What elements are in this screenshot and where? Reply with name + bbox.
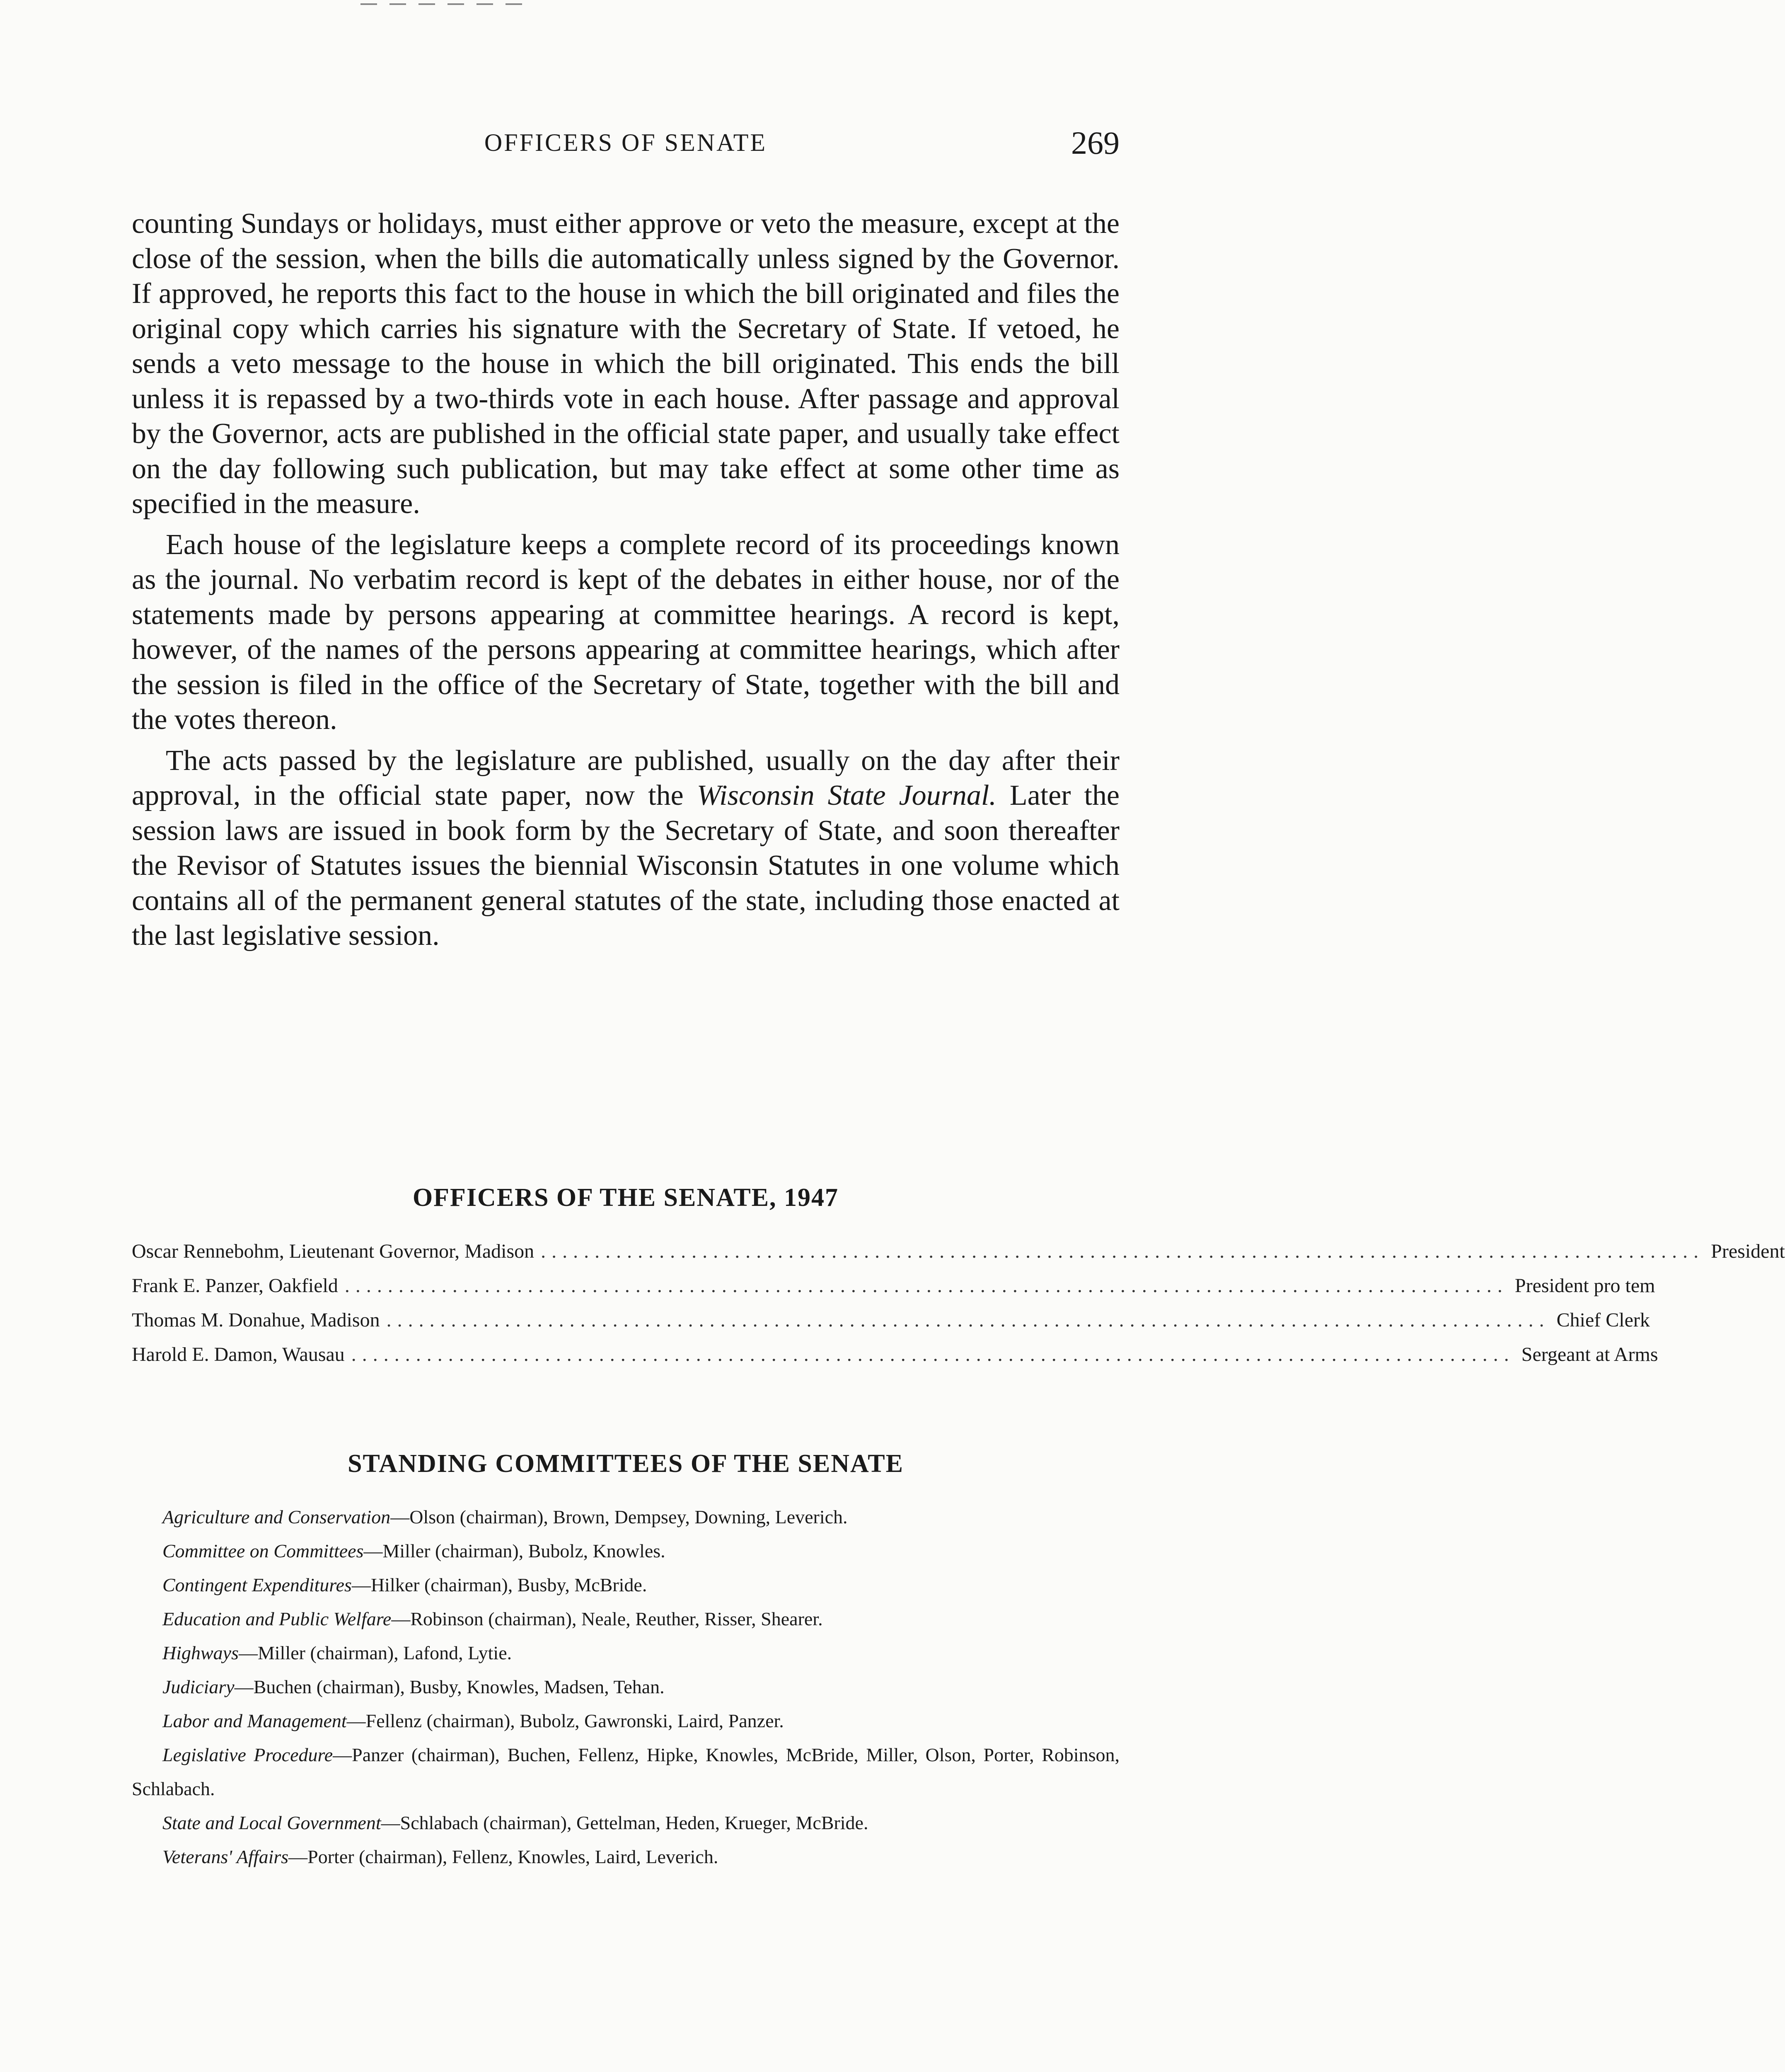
paragraph: counting Sundays or holidays, must either approve or veto the measure, except at the close of the session, when the bills die automatically unless signed by the Governor. If approved, he reports this fact to the house in which the bill originated and files the original copy which carries his signature with the Secretary of State. If vetoed, he sends a veto message to the house in which the bill originated. This ends the bill unless it is repassed by a two-thirds vote in each house. After passage and approval by the Governor, acts are published in the official state paper, and usually take effect on the day following such publication, but may take effect at some other time as specified in the measure. xyxy=(132,208,1120,520)
committee-name: Agriculture and Conservation xyxy=(162,1506,391,1527)
paragraph: Each house of the legislature keeps a complete record of its proceedings known as the journal. No verbatim record is kept of the debates in either house, nor of the statements made by persons appearing at committee hearings. A record is kept, however, of the names of the persons appearing at committee hearings, which after the session is filed in the office of the Secretary of State, together with the bill and the votes thereon. xyxy=(132,528,1120,736)
paragraph xyxy=(132,743,1120,954)
dot-leader: ............................................................................................................ xyxy=(351,1343,1515,1365)
committee-entry xyxy=(132,1534,1120,1568)
running-head: OFFICERS OF SENATE xyxy=(484,129,767,156)
officers-section-title: OFFICERS OF THE SENATE, 1947 xyxy=(412,1184,839,1212)
committee-entry xyxy=(132,1602,1120,1636)
paragraph-text: Later the session laws are issued in book form by the Secretary of State, and soon thereafter the Revisor of Statutes issues the biennial Wisconsin Statutes in one volume which contains all of the permanent general statutes of the state, including those enacted at the last legislative session. xyxy=(132,779,1120,951)
officer-title: Sergeant at Arms xyxy=(1521,1343,1658,1365)
committee-entry xyxy=(132,1636,1120,1670)
officer-title: President pro tem xyxy=(1514,1275,1655,1297)
committee-members: —Miller (chairman), Lafond, Lytie. xyxy=(239,1642,512,1663)
committee-name: Legislative Procedure xyxy=(162,1744,333,1765)
committee-name: State and Local Government xyxy=(162,1812,381,1833)
committee-entry xyxy=(132,1704,1120,1738)
dot-leader: ............................................................................................................ xyxy=(386,1309,1550,1331)
committee-members: —Buchen (chairman), Busby, Knowles, Madsen, Tehan. xyxy=(234,1676,665,1697)
officer-name: Oscar Rennebohm, Lieutenant Governor, Madison xyxy=(132,1240,535,1262)
officer-name: Frank E. Panzer, Oakfield xyxy=(132,1275,338,1297)
page-number: 269 xyxy=(1071,125,1120,161)
committee-name: Labor and Management xyxy=(162,1710,347,1731)
committees-section-title: STANDING COMMITTEES OF THE SENATE xyxy=(348,1450,904,1478)
committee-members: —Schlabach (chairman), Gettelman, Heden, Krueger, McBride. xyxy=(381,1812,868,1833)
committee-members: —Panzer (chairman), Buchen, Fellenz, Hipke, Knowles, McBride, Miller, Olson, Porter, Robinson, Schlabach. xyxy=(132,1744,1120,1799)
committee-entry xyxy=(132,1806,1120,1840)
committee-members: —Fellenz (chairman), Bubolz, Gawronski, Laird, Panzer. xyxy=(346,1710,784,1731)
committee-name: Contingent Expenditures xyxy=(162,1574,352,1595)
page-header xyxy=(132,124,1120,162)
committee-entry xyxy=(132,1670,1120,1704)
committee-entry xyxy=(132,1840,1120,1874)
officer-row xyxy=(132,1303,1650,1337)
officer-title: Chief Clerk xyxy=(1556,1309,1650,1331)
committee-name: Education and Public Welfare xyxy=(162,1608,392,1629)
committee-members: —Olson (chairman), Brown, Dempsey, Downing, Leverich. xyxy=(390,1506,848,1527)
officers-list xyxy=(132,1234,1785,1372)
committee-members: —Robinson (chairman), Neale, Reuther, Risser, Shearer. xyxy=(391,1608,823,1629)
dot-leader: ............................................................................................................ xyxy=(541,1240,1705,1262)
committee-entry xyxy=(132,1738,1120,1806)
committee-entry xyxy=(132,1568,1120,1602)
body-text xyxy=(132,206,1120,959)
officer-row xyxy=(132,1268,1655,1303)
officer-row xyxy=(132,1337,1658,1372)
officer-row xyxy=(132,1234,1785,1268)
committee-name: Committee on Committees xyxy=(162,1540,364,1561)
committee-name: Judiciary xyxy=(162,1676,235,1697)
committee-name: Veterans' Affairs xyxy=(162,1846,289,1867)
committee-members: —Porter (chairman), Fellenz, Knowles, Laird, Leverich. xyxy=(288,1846,718,1867)
dot-leader: ............................................................................................................ xyxy=(344,1275,1508,1297)
scan-artifact-top xyxy=(0,0,1346,25)
committee-members: —Miller (chairman), Bubolz, Knowles. xyxy=(363,1540,665,1561)
officer-name: Thomas M. Donahue, Madison xyxy=(132,1309,380,1331)
committee-members: —Hilker (chairman), Busby, McBride. xyxy=(351,1574,647,1595)
committees-list xyxy=(132,1500,1120,1874)
publication-name: Wisconsin State Journal. xyxy=(697,779,997,811)
committee-entry xyxy=(132,1500,1120,1534)
paragraph-text: The acts passed by the legislature are published, usually on the day after their approval, in the official state paper, now the xyxy=(132,744,1120,811)
officer-title: President xyxy=(1711,1240,1785,1262)
committee-name: Highways xyxy=(162,1642,239,1663)
officer-name: Harold E. Damon, Wausau xyxy=(132,1343,345,1365)
